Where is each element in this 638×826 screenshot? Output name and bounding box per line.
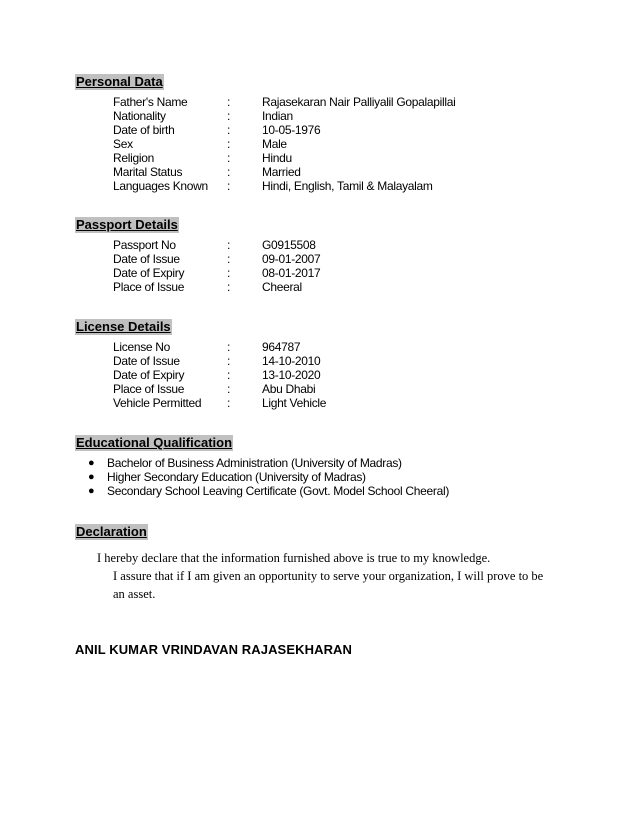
declaration-line-3: an asset.	[113, 587, 156, 601]
kv-colon: :	[227, 123, 231, 137]
kv-colon: :	[227, 354, 231, 368]
kv-row-date-of-issue	[113, 354, 573, 368]
kv-colon: :	[227, 109, 231, 123]
kv-row-date-of-expiry	[113, 368, 573, 382]
kv-label: Religion	[113, 151, 154, 165]
kv-colon: :	[227, 368, 231, 382]
kv-value: 14-10-2010	[262, 354, 321, 368]
kv-row-passport-no	[113, 238, 573, 252]
education-item-text: Secondary School Leaving Certificate (Govt. Model School Cheeral)	[107, 484, 450, 498]
kv-colon: :	[227, 95, 231, 109]
kv-row-marital-status	[113, 165, 573, 179]
kv-row-fathers-name	[113, 95, 573, 109]
education-item-text: Bachelor of Business Administration (University of Madras)	[107, 456, 402, 470]
kv-row-place-of-issue	[113, 382, 573, 396]
kv-colon: :	[227, 151, 231, 165]
personal-data-heading: Personal Data	[76, 74, 163, 89]
education-list	[88, 456, 449, 498]
kv-row-place-of-issue	[113, 280, 573, 294]
license-details-table	[113, 340, 573, 410]
kv-colon: :	[227, 280, 231, 294]
education-item	[88, 484, 449, 498]
education-item	[88, 470, 449, 484]
declaration-line-1: I hereby declare that the information furnished above is true to my knowledge.	[97, 551, 491, 565]
kv-label: Father's Name	[113, 95, 188, 109]
kv-value: 10-05-1976	[262, 123, 321, 137]
kv-row-nationality	[113, 109, 573, 123]
bullet-icon: ●	[88, 485, 95, 497]
kv-colon: :	[227, 238, 231, 252]
signature-name: ANIL KUMAR VRINDAVAN RAJASEKHARAN	[75, 642, 353, 657]
bullet-icon: ●	[88, 471, 95, 483]
kv-row-date-of-birth	[113, 123, 573, 137]
kv-colon: :	[227, 179, 231, 193]
kv-label: Vehicle Permitted	[113, 396, 202, 410]
kv-value: Rajasekaran Nair Palliyalil Gopalapillai	[262, 95, 456, 109]
passport-details-heading: Passport Details	[76, 217, 178, 232]
kv-label: Date of Expiry	[113, 266, 185, 280]
license-details-heading: License Details	[76, 319, 171, 334]
kv-label: Marital Status	[113, 165, 183, 179]
kv-label: Date of Issue	[113, 354, 180, 368]
kv-label: Passport No	[113, 238, 176, 252]
education-heading: Educational Qualification	[76, 435, 233, 450]
personal-data-table	[113, 95, 573, 193]
kv-label: Date of birth	[113, 123, 175, 137]
kv-value: Married	[262, 165, 301, 179]
kv-value: Hindi, English, Tamil & Malayalam	[262, 179, 433, 193]
kv-label: Date of Issue	[113, 252, 180, 266]
kv-colon: :	[227, 266, 231, 280]
kv-row-date-of-issue	[113, 252, 573, 266]
bullet-icon: ●	[88, 457, 95, 469]
kv-label: Sex	[113, 137, 133, 151]
kv-colon: :	[227, 137, 231, 151]
kv-value: 09-01-2007	[262, 252, 321, 266]
kv-colon: :	[227, 340, 231, 354]
kv-value: 964787	[262, 340, 301, 354]
kv-colon: :	[227, 252, 231, 266]
kv-colon: :	[227, 396, 231, 410]
kv-value: Cheeral	[262, 280, 302, 294]
kv-value: Abu Dhabi	[262, 382, 316, 396]
kv-row-license-no	[113, 340, 573, 354]
kv-value: Male	[262, 137, 287, 151]
kv-value: 13-10-2020	[262, 368, 321, 382]
kv-row-sex	[113, 137, 573, 151]
kv-value: G0915508	[262, 238, 316, 252]
kv-colon: :	[227, 382, 231, 396]
declaration-heading: Declaration	[76, 524, 147, 539]
declaration-line-2: I assure that if I am given an opportunity to serve your organization, I will prove to be	[113, 569, 544, 583]
kv-row-languages-known	[113, 179, 573, 193]
kv-value: Hindu	[262, 151, 292, 165]
kv-label: Place of Issue	[113, 382, 185, 396]
kv-label: Place of Issue	[113, 280, 185, 294]
education-item-text: Higher Secondary Education (University of Madras)	[107, 470, 366, 484]
education-item	[88, 456, 449, 470]
kv-label: License No	[113, 340, 171, 354]
kv-value: Light Vehicle	[262, 396, 327, 410]
passport-details-table	[113, 238, 573, 294]
kv-colon: :	[227, 165, 231, 179]
kv-value: Indian	[262, 109, 293, 123]
kv-row-vehicle-permitted	[113, 396, 573, 410]
kv-row-religion	[113, 151, 573, 165]
kv-row-date-of-expiry	[113, 266, 573, 280]
kv-label: Nationality	[113, 109, 166, 123]
kv-value: 08-01-2017	[262, 266, 321, 280]
kv-label: Date of Expiry	[113, 368, 185, 382]
kv-label: Languages Known	[113, 179, 208, 193]
